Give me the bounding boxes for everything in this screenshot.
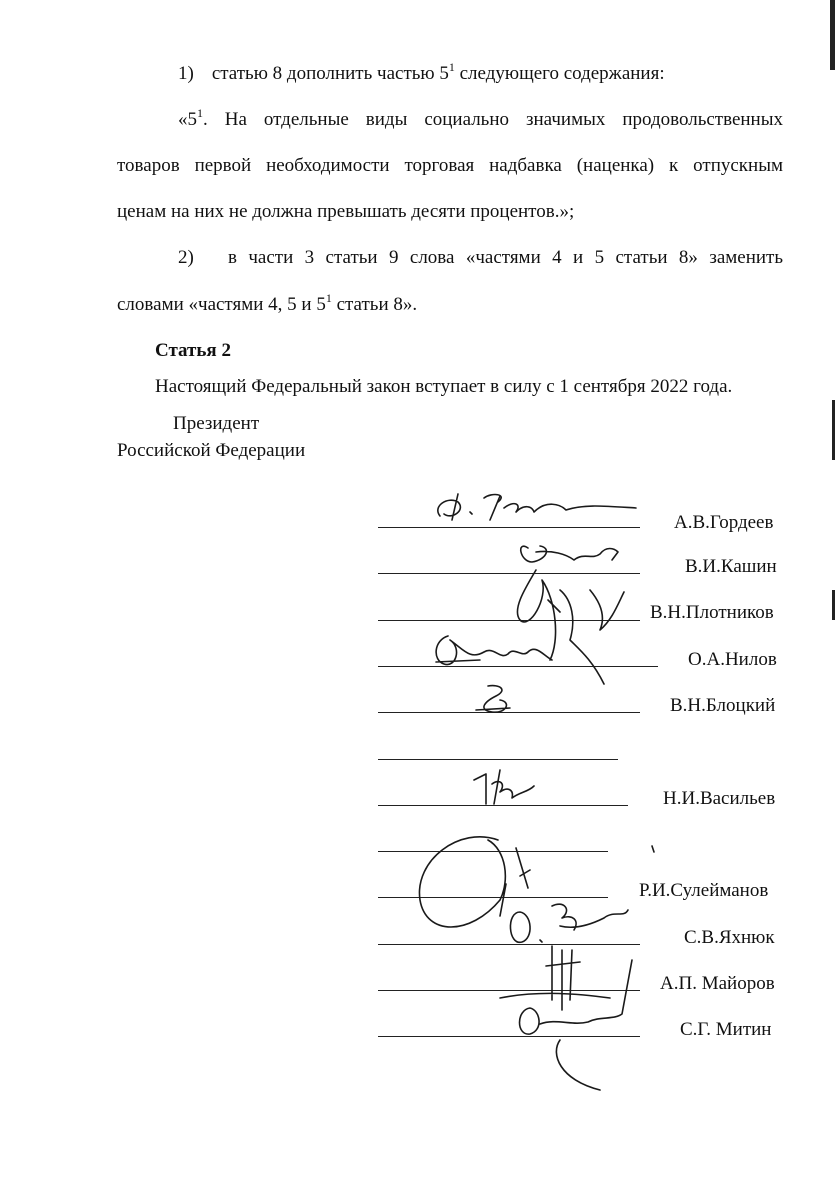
signature-line: [378, 990, 640, 991]
amendment-item-1: [178, 60, 665, 84]
article-2-heading: Статья 2: [155, 340, 231, 361]
signature-line: [378, 573, 640, 574]
quote-line-2: товаров первой необходимости торговая надбавка (наценка) к отпускным: [117, 155, 783, 176]
signature-line: [378, 527, 640, 528]
item-text: статью 8 дополнить частью 5: [211, 63, 449, 84]
item-text-end: следующего содержания:: [454, 63, 665, 84]
item-number: 2): [178, 247, 194, 268]
scan-edge-mark: [832, 400, 835, 460]
signature-line: [378, 851, 608, 852]
signatory-name: А.П. Майоров: [660, 973, 775, 994]
signature-line: [378, 805, 628, 806]
signature-line: [378, 759, 618, 760]
signature-line: [378, 897, 608, 898]
president-title: Президент: [173, 413, 260, 434]
signature-line: [378, 944, 640, 945]
signature-line: [378, 666, 658, 667]
superscript: 1: [448, 60, 455, 74]
quote-line-3: ценам на них не должна превышать десяти процентов.»;: [117, 201, 575, 222]
signatory-name: А.В.Гордеев: [674, 512, 774, 533]
scan-edge-mark: [830, 0, 835, 70]
quote-line-1: «$5^1$. На отдельные виды социально значимых продовольственных: [178, 106, 783, 130]
signatory-name: С.Г. Митин: [680, 1019, 772, 1040]
signatory-name: Н.И.Васильев: [663, 788, 776, 809]
signatory-name: О.А.Нилов: [688, 649, 777, 670]
signature-line: [378, 712, 640, 713]
signature-line: [378, 1036, 640, 1037]
signatory-name: Р.И.Сулейманов: [639, 880, 769, 901]
signatory-name: В.И.Кашин: [685, 556, 777, 577]
amendment-item-2-cont: словами «частями 4, 5 и $5^1$ статьи 8».: [117, 291, 418, 315]
amendment-item-2: [178, 248, 783, 267]
item-number: 1): [178, 63, 194, 84]
signatory-name: С.В.Яхнюк: [684, 927, 775, 948]
president-subtitle: Российской Федерации: [117, 440, 306, 461]
signatory-name: В.Н.Блоцкий: [670, 695, 776, 716]
signatory-name: В.Н.Плотников: [650, 602, 774, 623]
item-text: в части 3 статьи 9 слова «частями 4 и 5 статьи 8» заменить: [228, 247, 784, 268]
article-2-text: Настоящий Федеральный закон вступает в силу с 1 сентября 2022 года.: [155, 376, 733, 397]
scan-edge-mark: [832, 590, 835, 620]
signature-line: [378, 620, 640, 621]
